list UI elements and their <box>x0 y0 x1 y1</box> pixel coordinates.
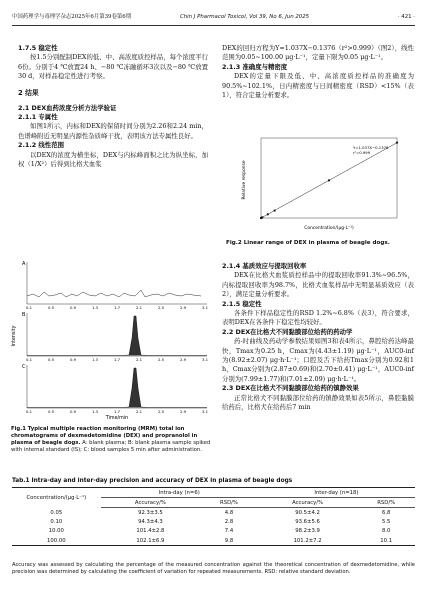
section-2-title: 2 结果 <box>18 88 39 97</box>
x-tick-label: 0.1 <box>25 357 33 362</box>
panel-c <box>22 364 209 414</box>
row-intra-accuracy: 102.1±6.9 <box>101 536 201 546</box>
row-intra-rsd: 2.8 <box>224 519 234 526</box>
equation-label: Y=1.037X−0.1376 <box>353 145 389 150</box>
figure-1-caption <box>11 426 211 454</box>
regression-text: DEX的回归方程为Y=1.037X−0.1376（r²>0.999）（图2），线性范围为0.05~100.00 μg·L⁻¹，定量下限为0.05 μg·L⁻¹。 <box>222 44 414 62</box>
inter-accuracy-header: Accuracy/% <box>258 498 358 508</box>
row-intra-accuracy: 94.3±4.3 <box>138 519 163 526</box>
row-inter-accuracy: 101.2±7.2 <box>258 536 358 546</box>
row-concentration: 100.00 <box>12 536 101 546</box>
page-number: · 421 · <box>397 14 415 20</box>
x-tick-label: 3.1 <box>201 357 209 362</box>
data-point <box>396 142 398 144</box>
table-1-title: Tab.1 Intra-day and inter-day precision and accuracy of DEX in plasma of beagle dogs <box>12 478 293 484</box>
x-tick-label: 0.5 <box>47 357 55 362</box>
section-2-1-1-title: 2.1.1 专属性 <box>18 113 58 122</box>
intra-accuracy-header: Accuracy/% <box>101 498 201 508</box>
x-tick-label: 3.1 <box>201 305 209 310</box>
panel-c-label: C <box>22 364 26 370</box>
section-2-1-3-title: 2.1.3 准确度与精密度 <box>222 62 288 71</box>
x-tick-label: 2.1 <box>135 305 143 310</box>
panel-a-trace <box>27 290 201 297</box>
row-inter-rsd: 6.8 <box>381 509 391 516</box>
chromatogram-figure <box>11 256 211 421</box>
left-column <box>18 44 208 169</box>
row-intra-rsd: 9.8 <box>200 536 258 546</box>
journal-name-cn: 中国药理学与毒理学杂志2025年6月第39卷第6期 <box>12 14 132 20</box>
figure-1-caption-title: Fig.1 Typical multiple reaction monitoring (MRM) total ion chromatograms of dexmedetomidine (DEX) and propranolol in plasma of beagle dogs. <box>11 426 198 447</box>
intra-rsd-header: RSD/% <box>200 498 258 508</box>
header-rule <box>12 25 415 26</box>
x-tick-label: 2.9 <box>179 357 187 362</box>
x-tick-label: 1.7 <box>113 305 121 310</box>
panel-b-label: B <box>22 312 26 318</box>
y-axis-label: Intensity <box>12 325 17 347</box>
x-axis-label: Time/min <box>105 416 129 421</box>
row-concentration: 10.00 <box>48 528 64 535</box>
x-tick-label: 2.5 <box>157 357 165 362</box>
x-tick-label: 1.7 <box>113 357 121 362</box>
x-tick-label: 3.1 <box>201 409 209 414</box>
figure-1-caption-body: A: blank plasma; B: blank plasma sample spiked with internal standard (IS); C: blood samples 5 min after administration. <box>11 440 211 454</box>
inter-rsd-header: RSD/% <box>357 498 415 508</box>
r2-label: r²=0.999 <box>353 150 371 155</box>
section-2-1-5-text: 各条件下样品稳定性的RSD 1.2%~6.8%（表3），符合要求，表明DEX在各条件下稳定性均较好。 <box>222 309 414 327</box>
panel-a <box>22 261 209 310</box>
section-2-2-title: 2.2 DEX在比格犬不同黏膜部位给药的药动学 <box>222 327 353 336</box>
data-point <box>274 209 276 211</box>
section-2-3-title: 2.3 DEX在比格犬不同黏膜部位给药的镇静效果 <box>222 384 359 393</box>
x-tick-label: 2.1 <box>135 357 143 362</box>
table-1-footnote: Accuracy was assessed by calculating the percentage of the measured concentration against the theoretical concentration of dexmedetomidine, while precision was determined by calculating the coefficient of variation for repeated measurements. RSD: relative standard deviation. <box>12 562 415 575</box>
section-2-1-5-title: 2.1.5 稳定性 <box>222 299 262 308</box>
section-2-1-4-text: DEX在比格犬血浆质控样品中的提取回收率91.3%~96.5%，内标提取回收率为98.7%，比格犬血浆样品中无明显基质效应（表2），满足定量分析要求。 <box>222 271 414 299</box>
section-2-1-4-title: 2.1.4 基质效应与提取回收率 <box>222 262 307 270</box>
concentration-header: Concentration/(μg·L⁻¹) <box>12 488 101 508</box>
table-row <box>12 518 415 527</box>
x-tick-label: 2.1 <box>135 409 143 414</box>
panel-a-x-ticks <box>26 305 209 310</box>
right-column-lower <box>222 262 414 413</box>
section-2-1-2-text: 以DEX的浓度为横坐标，DEX与内标峰面积之比为纵坐标，加权（1/X²）后得到比格犬血浆 <box>18 150 208 169</box>
row-intra-accuracy: 101.4±2.8 <box>136 528 165 535</box>
table-row <box>12 536 415 546</box>
x-tick-label: 1.7 <box>113 409 121 414</box>
x-tick-label: 0.1 <box>25 305 33 310</box>
row-inter-accuracy: 93.6±5.6 <box>295 519 320 526</box>
data-point <box>261 216 263 218</box>
row-intra-accuracy: 92.3±3.5 <box>138 509 163 516</box>
figure-2-caption: Fig.2 Linear range of DEX in plasma of beagle dogs. <box>226 240 390 246</box>
section-2-1-2-title: 2.1.2 线性范围 <box>18 141 64 150</box>
section-2-1-title: 2.1 DEX血药浓度分析方法学验证 <box>18 103 117 112</box>
panel-c-trace <box>27 368 207 407</box>
row-concentration: 0.05 <box>50 509 63 516</box>
section-2-1-1-text: 如图1所示，内标和DEX的保留时间分别为2.26和2.24 min，色谱峰附近无明显内源性杂质峰干扰，表明该方法专属性良好。 <box>18 122 208 140</box>
panel-b <box>22 312 209 362</box>
calibration-chart <box>233 132 405 234</box>
panel-b-trace <box>27 316 207 355</box>
x-tick-label: 2.9 <box>179 409 187 414</box>
journal-citation: Chin J Pharmacol Toxicol, Vol 39, No 6, Jun 2025 <box>180 14 310 20</box>
fig2-x-axis-label: Concentration/(μg·L⁻¹) <box>304 226 354 231</box>
row-intra-rsd: 7.4 <box>224 528 234 535</box>
row-inter-accuracy: 98.2±3.9 <box>295 528 320 535</box>
intra-day-header: Intra-day (n=6) <box>101 488 258 498</box>
section-2-1-3-text: DEX的定量下限及低、中、高浓度质控样品的准确度为90.5%~102.1%，日内精密度与日间精密度（RSD）<15%（表1），符合定量分析要求。 <box>222 72 414 100</box>
x-tick-label: 2.5 <box>157 409 165 414</box>
x-tick-label: 2.9 <box>179 305 187 310</box>
x-tick-label: 0.1 <box>25 409 33 414</box>
running-header <box>12 12 415 22</box>
row-inter-rsd: 10.1 <box>357 536 415 546</box>
data-point <box>267 213 269 215</box>
x-tick-label: 1.3 <box>91 357 99 362</box>
x-tick-label: 0.9 <box>69 409 77 414</box>
x-tick-label: 0.5 <box>47 409 55 414</box>
row-inter-rsd: 5.5 <box>381 519 391 526</box>
table-header-row-1 <box>12 488 415 498</box>
x-tick-label: 0.5 <box>47 305 55 310</box>
row-inter-accuracy: 90.5±4.2 <box>295 509 320 516</box>
panel-a-label: A <box>22 261 26 267</box>
table-row <box>12 508 415 518</box>
panel-b-x-ticks <box>26 357 209 362</box>
table-row <box>12 527 415 536</box>
x-tick-label: 0.9 <box>69 305 77 310</box>
row-inter-rsd: 8.0 <box>381 528 391 535</box>
row-intra-rsd: 4.8 <box>224 509 234 516</box>
table-1 <box>12 487 415 546</box>
right-column-upper <box>222 44 414 100</box>
panel-c-x-ticks <box>26 409 209 414</box>
section-1-7-5-text: 按1.5分别配制DEX的低、中、高浓度质控样品，每个浓度平行6份。分别于4 ℃放置24 h、−80 ℃冻融循环3次以及−80 ℃放置30 d，对样品稳定性进行考察。 <box>18 53 208 81</box>
x-tick-label: 1.3 <box>91 409 99 414</box>
section-1-7-5-title: 1.7.5 稳定性 <box>18 44 58 52</box>
row-concentration: 0.10 <box>50 519 63 526</box>
section-2-2-text: 药-时曲线及药动学参数结果如图3和表4所示，鼻腔给药达峰最快，Tmax为0.25 h，Cmax为(4.43±1.19) μg·L⁻¹，AUC0-inf为(8.92±2.07) μg·h·L⁻¹；口腔及舌下给药Tmax分别为0.92和1 h，Cmax分别为(2.87±0.69)和(2.70±0.41) μg·L⁻¹，AUC0-inf分别为(7.99±1.77)和(7.01±2.09) μg·h·L⁻¹。 <box>222 337 414 383</box>
x-tick-label: 1.3 <box>91 305 99 310</box>
section-2-3-text: 正常比格犬不同黏膜部位给药的镇静效果如表5所示，鼻腔黏膜给药后，比格犬在给药后7 min <box>222 393 414 412</box>
x-tick-label: 0.9 <box>69 357 77 362</box>
x-tick-label: 2.5 <box>157 305 165 310</box>
data-point <box>328 179 330 181</box>
fig2-y-axis-label: Relative response <box>242 160 247 200</box>
plot-frame <box>261 138 397 218</box>
inter-day-header: Inter-day (n=18) <box>258 488 415 498</box>
